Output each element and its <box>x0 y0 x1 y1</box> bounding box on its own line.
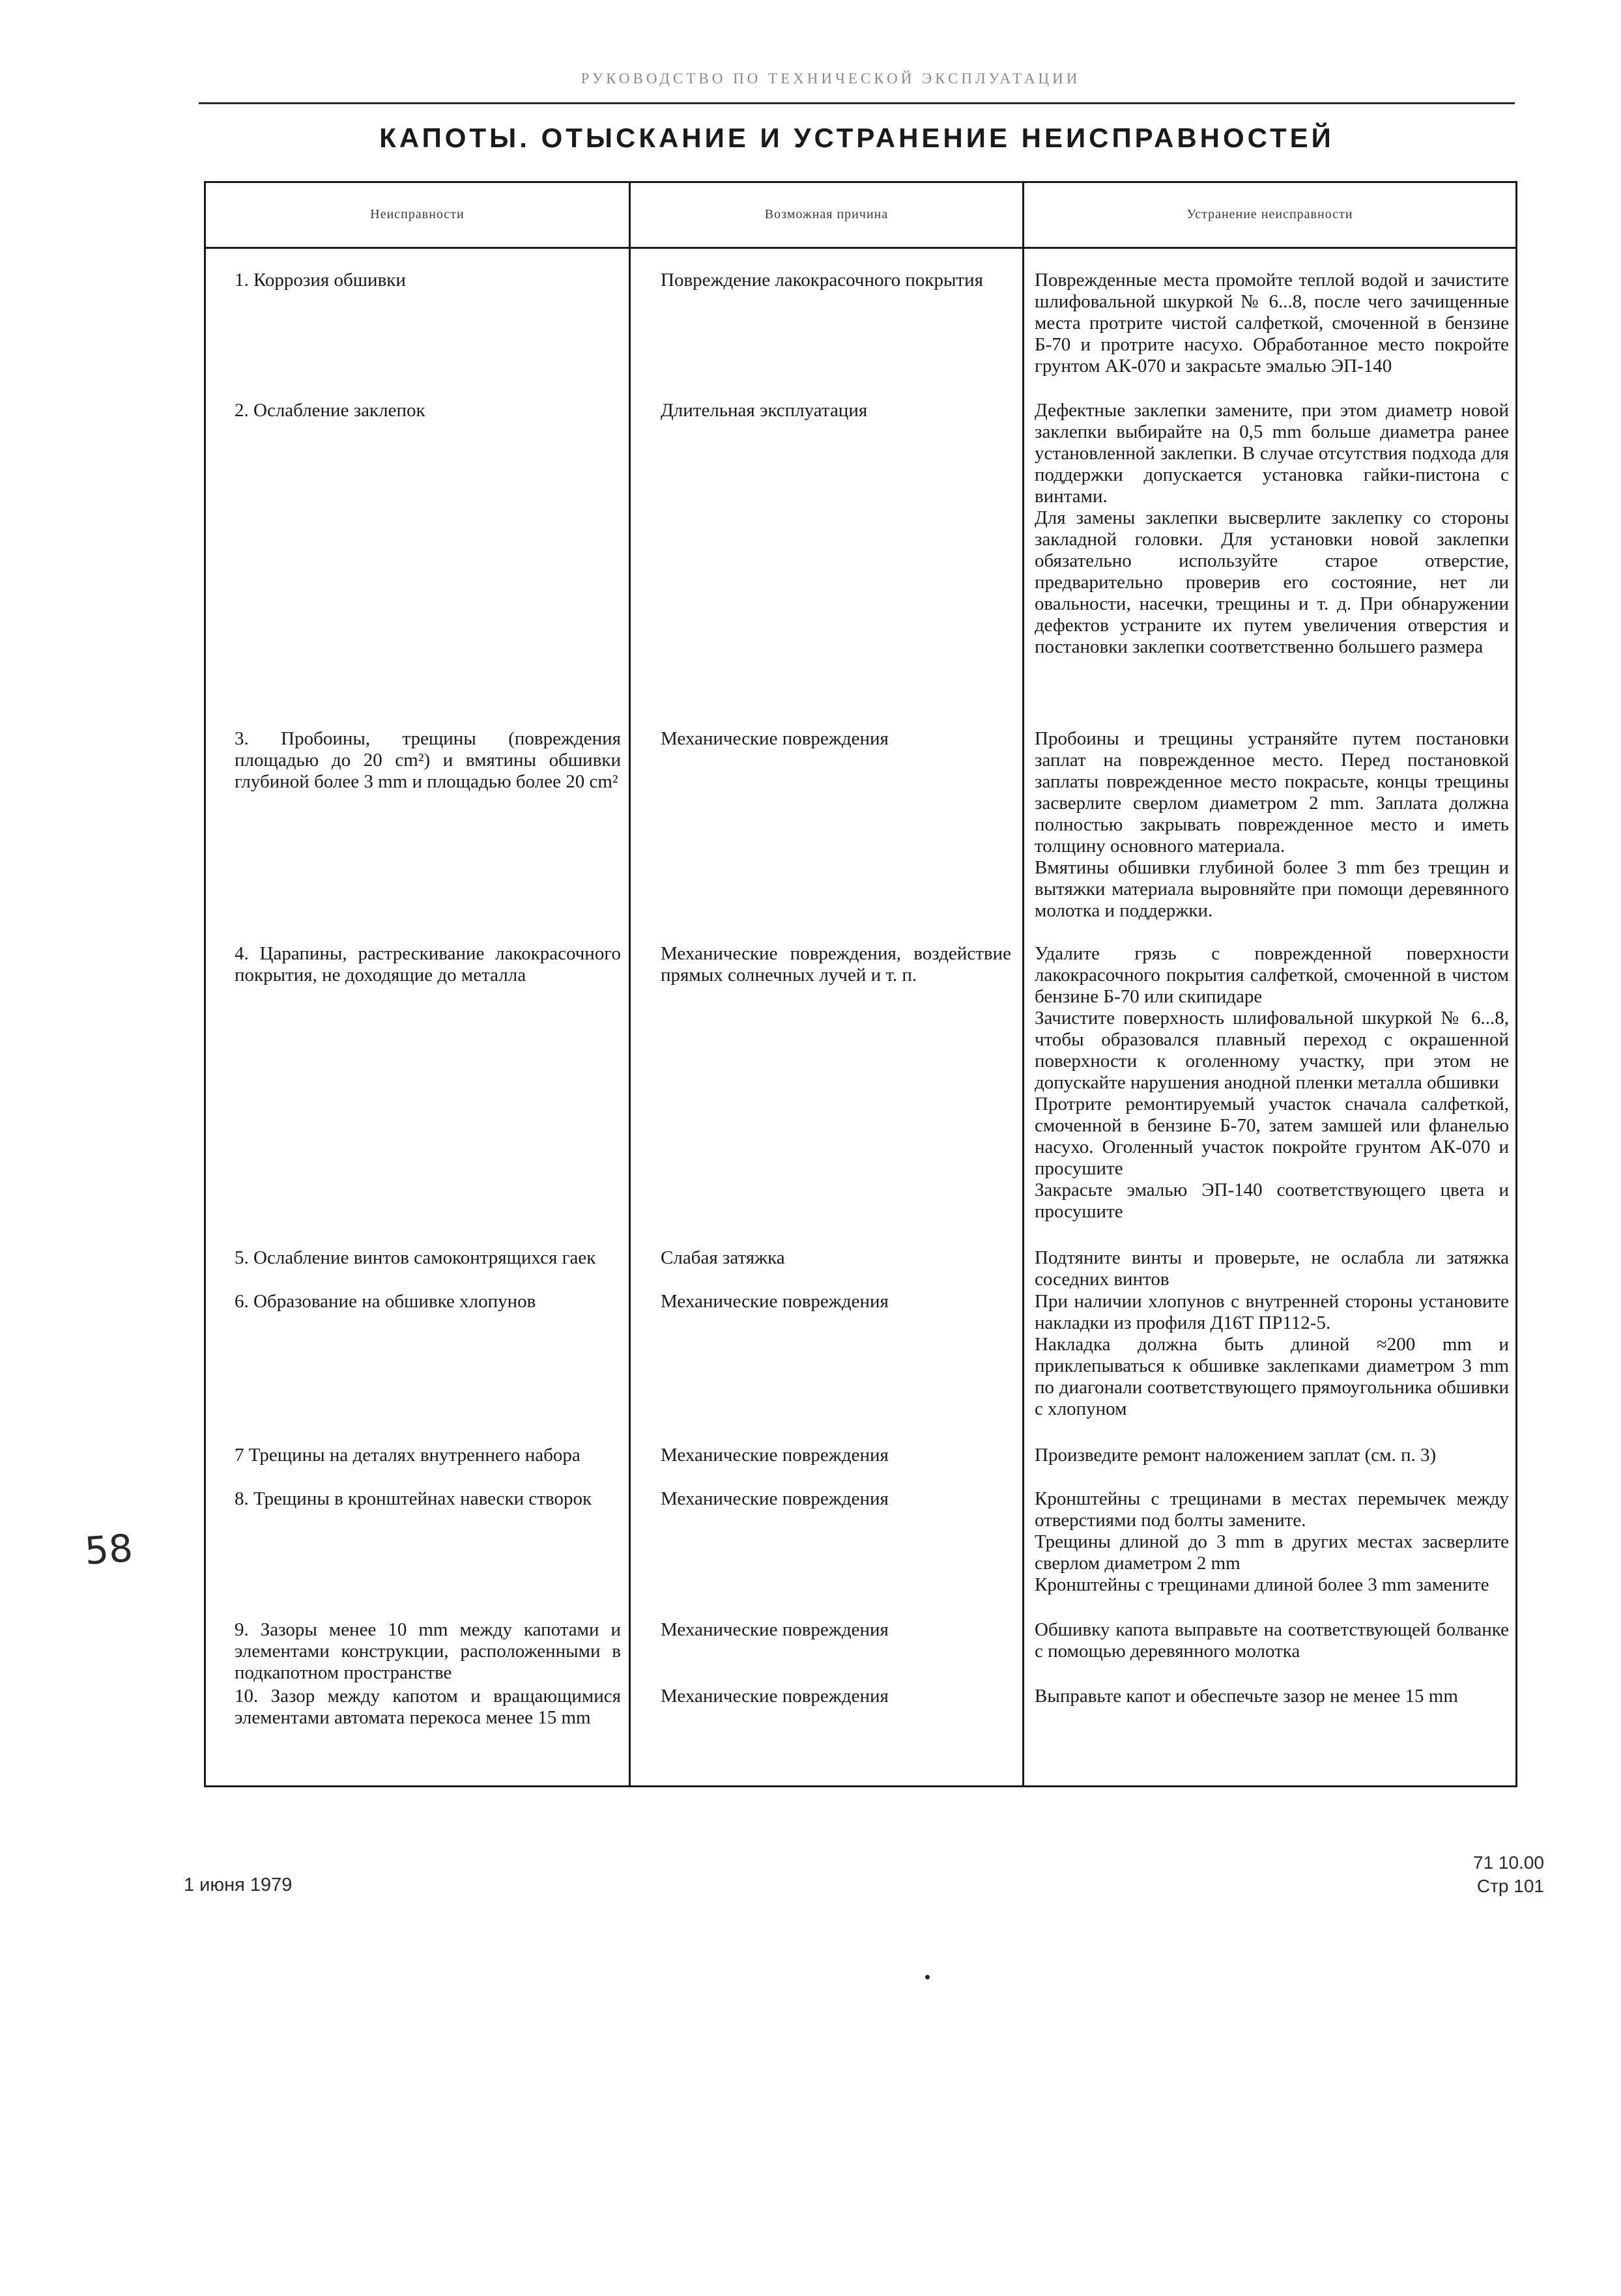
fix-cell <box>1035 1488 1509 1596</box>
fix-cell <box>1035 728 1509 922</box>
fix-cell <box>1035 1686 1509 1707</box>
column-header-cause: Возможная причина <box>764 207 889 221</box>
fix-paragraph: Закрасьте эмалью ЭП-140 соответствующего цвета и просушите <box>1035 1180 1509 1222</box>
fix-paragraph: Накладка должна быть длиной ≈200 mm и приклепываться к обшивке заклепками диаметром 3 mm по диагонали соответствующего прямоугольника обшивки с хлопуном <box>1035 1334 1509 1419</box>
page-title: КАПОТЫ. ОТЫСКАНИЕ И УСТРАНЕНИЕ НЕИСПРАВНОСТЕЙ <box>379 122 1334 153</box>
document-header: РУКОВОДСТВО ПО ТЕХНИЧЕСКОЙ ЭКСПЛУАТАЦИИ <box>581 70 1081 87</box>
fault-cell <box>207 943 621 986</box>
fix-cell <box>1035 1619 1509 1662</box>
fault-text: 1. Коррозия обшивки <box>235 270 406 291</box>
fault-cell <box>207 400 621 421</box>
cause-cell: Длительная эксплуатация <box>661 400 868 421</box>
fix-cell <box>1035 400 1509 658</box>
issue-date: 1 июня 1979 <box>184 1875 293 1895</box>
fix-paragraph: Кронштейны с трещинами длиной более 3 mm замените <box>1035 1574 1489 1595</box>
fault-cell <box>207 1686 621 1729</box>
cause-cell: Механические повреждения, воздействие прямых солнечных лучей и т. п. <box>661 943 1011 985</box>
table-header-divider <box>204 247 1517 249</box>
fix-paragraph: Выправьте капот и обеспечьте зазор не менее 15 mm <box>1035 1686 1458 1707</box>
document-code <box>1394 1851 1544 1898</box>
fix-cell <box>1035 270 1509 377</box>
cause-cell: Механические повреждения <box>661 1686 889 1707</box>
fault-text: 6. Образование на обшивке хлопунов <box>235 1291 536 1312</box>
fault-cell <box>207 1488 621 1510</box>
column-divider <box>1022 181 1024 1787</box>
cause-cell: Механические повреждения <box>661 1619 889 1640</box>
cause-cell: Механические повреждения <box>661 1488 889 1509</box>
fault-text: 9. Зазоры менее 10 mm между капотами и элементами конструкции, расположенными в подкапотном пространстве <box>235 1619 621 1683</box>
cause-cell: Механические повреждения <box>661 1291 889 1312</box>
fault-cell <box>207 1291 621 1312</box>
fault-text: 5. Ослабление винтов самоконтрящихся гаек <box>235 1247 596 1268</box>
header-divider <box>199 102 1515 104</box>
scan-speck <box>925 1975 930 1979</box>
fix-paragraph: Трещины длиной до 3 mm в других местах засверлите сверлом диаметром 2 mm <box>1035 1531 1509 1574</box>
fault-text: 10. Зазор между капотом и вращающимися элементами автомата перекоса менее 15 mm <box>235 1686 621 1728</box>
fault-text: 2. Ослабление заклепок <box>235 400 425 421</box>
fault-cell <box>207 1247 621 1269</box>
chapter-code: 71 10.00 <box>1473 1852 1544 1873</box>
fix-cell <box>1035 943 1509 1223</box>
cause-cell: Механические повреждения <box>661 1445 889 1466</box>
fix-paragraph: Протрите ремонтируемый участок сначала салфеткой, смоченной в бензине Б-70, затем замшей или фланелью насухо. Оголенный участок покройте грунтом АК-070 и просушите <box>1035 1094 1509 1179</box>
fault-cell <box>207 270 621 291</box>
fix-paragraph: Подтяните винты и проверьте, не ослабла ли затяжка соседних винтов <box>1035 1247 1509 1290</box>
fault-text: 3. Пробоины, трещины (повреждения площадью до 20 cm²) и вмятины обшивки глубиной более 3 mm и площадью более 20 cm² <box>235 728 621 792</box>
fix-cell <box>1035 1247 1509 1290</box>
column-header-fault: Неисправности <box>370 207 465 221</box>
fix-paragraph: Поврежденные места промойте теплой водой и зачистите шлифовальной шкуркой № 6...8, после чего зачищенные места протрите чистой салфеткой, смоченной в бензине Б-70 и протрите насухо. Обработанное место покройте грунтом АК-070 и закрасьте эмалью ЭП-140 <box>1035 270 1509 376</box>
page-number: Стр 101 <box>1476 1876 1544 1896</box>
fault-text: 8. Трещины в кронштейнах навески створок <box>235 1488 592 1509</box>
column-header-fix: Устранение неисправности <box>1186 207 1353 221</box>
fault-cell <box>207 728 621 793</box>
fix-paragraph: Пробоины и трещины устраняйте путем постановки заплат на поврежденное место. Перед постановкой заплаты поврежденное место покрасьте, концы трещины засверлите сверлом диаметром 2 mm. Заплата должна полностью закрывать поврежденное место и иметь толщину основного материала. <box>1035 728 1509 857</box>
fault-cell <box>207 1445 621 1466</box>
column-divider <box>629 181 631 1787</box>
fix-paragraph: Для замены заклепки высверлите заклепку со стороны закладной головки. Для установки новой заклепки обязательно используйте старое отверстие, предварительно проверив его состояние, нет ли овальности, насечки, трещины и т. д. При обнаружении дефектов устраните их путем увеличения отверстия и постановки заклепки соответственно большего размера <box>1035 507 1509 657</box>
fix-paragraph: Кронштейны с трещинами в местах перемычек между отверстиями под болты замените. <box>1035 1488 1509 1531</box>
cause-cell: Повреждение лакокрасочного покрытия <box>661 270 984 291</box>
fault-text: 4. Царапины, растрескивание лакокрасочного покрытия, не доходящие до металла <box>235 943 621 985</box>
fix-paragraph: Произведите ремонт наложением заплат (см. п. 3) <box>1035 1445 1437 1466</box>
fault-text: 7 Трещины на деталях внутреннего набора <box>235 1445 581 1466</box>
fix-cell <box>1035 1445 1509 1466</box>
cause-cell: Механические повреждения <box>661 728 889 749</box>
fix-paragraph: При наличии хлопунов с внутренней стороны установите накладки из профиля Д16Т ПР112-5. <box>1035 1291 1509 1333</box>
fix-paragraph: Обшивку капота выправьте на соответствующей болванке с помощью деревянного молотка <box>1035 1619 1509 1662</box>
fix-cell <box>1035 1291 1509 1420</box>
cause-cell: Слабая затяжка <box>661 1247 785 1268</box>
fix-paragraph: Вмятины обшивки глубиной более 3 mm без трещин и вытяжки материала выровняйте при помощи деревянного молотка и поддержки. <box>1035 857 1509 921</box>
fault-cell <box>207 1619 621 1684</box>
fix-paragraph: Дефектные заклепки замените, при этом диаметр новой заклепки выбирайте на 0,5 mm больше диаметра ранее установленной заклепки. В случае отсутствия подхода для поддержки допускается установка гайки-пистона с винтами. <box>1035 400 1509 507</box>
fix-paragraph: Зачистите поверхность шлифовальной шкуркой № 6...8, чтобы образовался плавный переход с окрашенной поверхности к оголенному участку, при этом не допускайте нарушения анодной пленки металла обшивки <box>1035 1008 1509 1093</box>
fix-paragraph: Удалите грязь с поврежденной поверхности лакокрасочного покрытия салфеткой, смоченной в чистом бензине Б-70 или скипидаре <box>1035 943 1509 1007</box>
handwritten-page-mark: 58 <box>83 1525 135 1574</box>
